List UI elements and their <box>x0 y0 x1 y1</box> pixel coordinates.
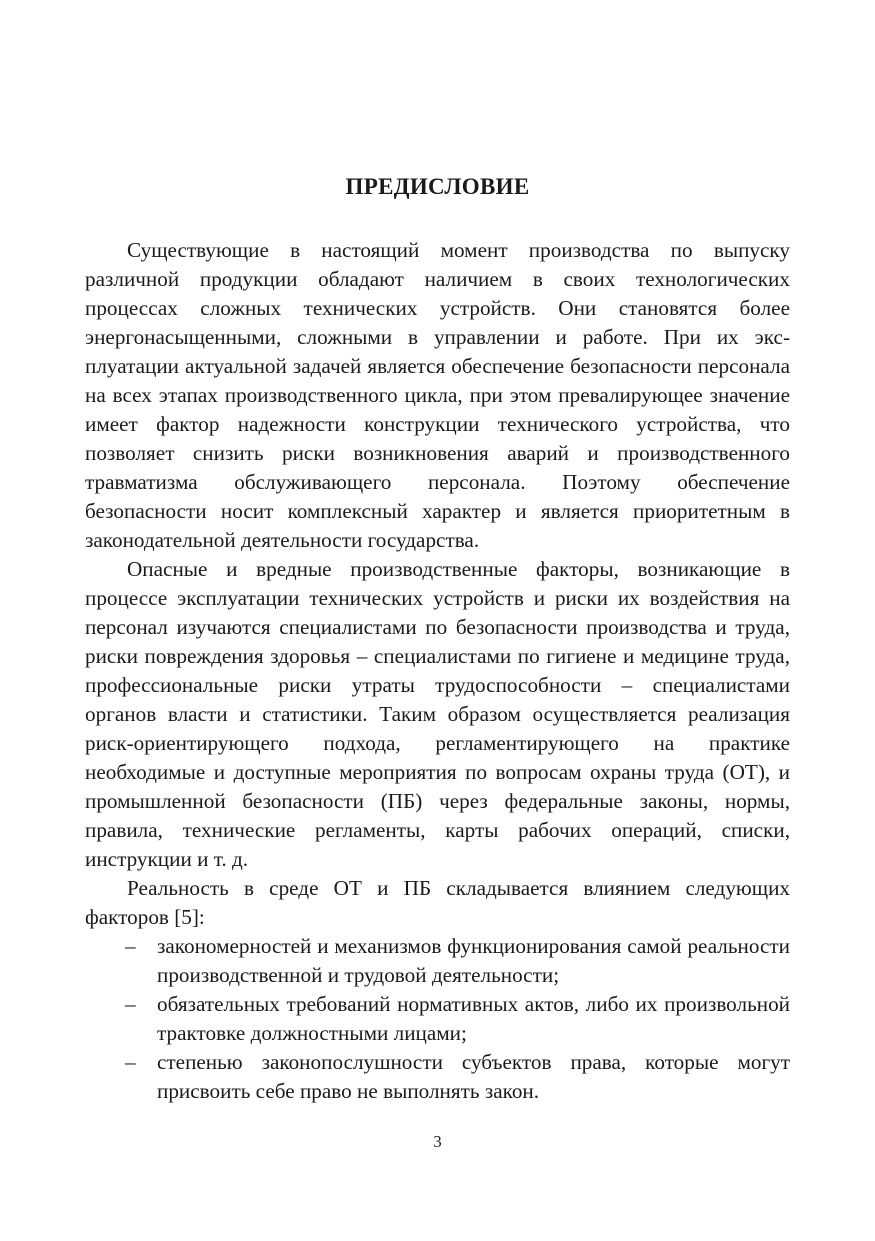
list-item <box>85 1048 790 1106</box>
page-title: ПРЕДИСЛОВИЕ <box>345 174 530 199</box>
list-item-text: обязательных требований нормативных актов, либо их произвольной трактовке должностными лицами; <box>157 992 790 1045</box>
list-dash: – <box>125 934 136 958</box>
list-dash: – <box>125 992 136 1016</box>
paragraph-intro: Существующие в настоящий момент производства по выпуску различной продукции обладают наличием в своих технологических процессах сложных технических устройств. Они становятся более энергонасыщенными, сложными в управлении и работе. При их эксплуатации актуальной задачей является обеспечение безопасности персонала на всех этапах производственного цикла, при этом превалирующее значение имеет фактор надежности конструкции технического устройства, что позволяет снизить риски возникновения аварий и производственного травматизма обслуживающего персонала. Поэтому обеспечение безопасности носит комплексный характер и является приоритетным в законодательной деятельности государства. <box>85 238 790 552</box>
page-number: 3 <box>433 1132 442 1151</box>
list-item-text: степенью законопослушности субъектов права, которые могут присвоить себе право не выполнять закон. <box>157 1050 790 1103</box>
list-item <box>85 932 790 990</box>
list-dash: – <box>125 1050 136 1074</box>
list-item-text: закономерностей и механизмов функционирования самой реальности производственной и трудовой деятельности; <box>157 934 790 987</box>
paragraph-factors: Опасные и вредные производственные факторы, возникающие в процессе эксплуатации технических устройств и риски их воздействия на персонал изучаются специалистами по безопасности производства и труда, риски повреждения здоровья – специалистами по гигиене и медицине труда, профессиональные риски утраты трудоспособности – специалистами органов власти и статистики. Таким образом осуществляется реализация риск-ориентирующего подхода, регламентирующего на практике необходимые и доступные мероприятия по вопросам охраны труда (ОТ), и промышленной безопасности (ПБ) через федеральные законы, нормы, правила, технические регламенты, карты рабочих операций, списки, инструкции и т. д. <box>85 557 790 871</box>
document-body <box>85 236 790 1106</box>
list-item <box>85 990 790 1048</box>
factors-list <box>85 932 790 1106</box>
paragraph-reality: Реальность в среде ОТ и ПБ складывается влиянием следующих факторов [5]: <box>85 876 790 929</box>
